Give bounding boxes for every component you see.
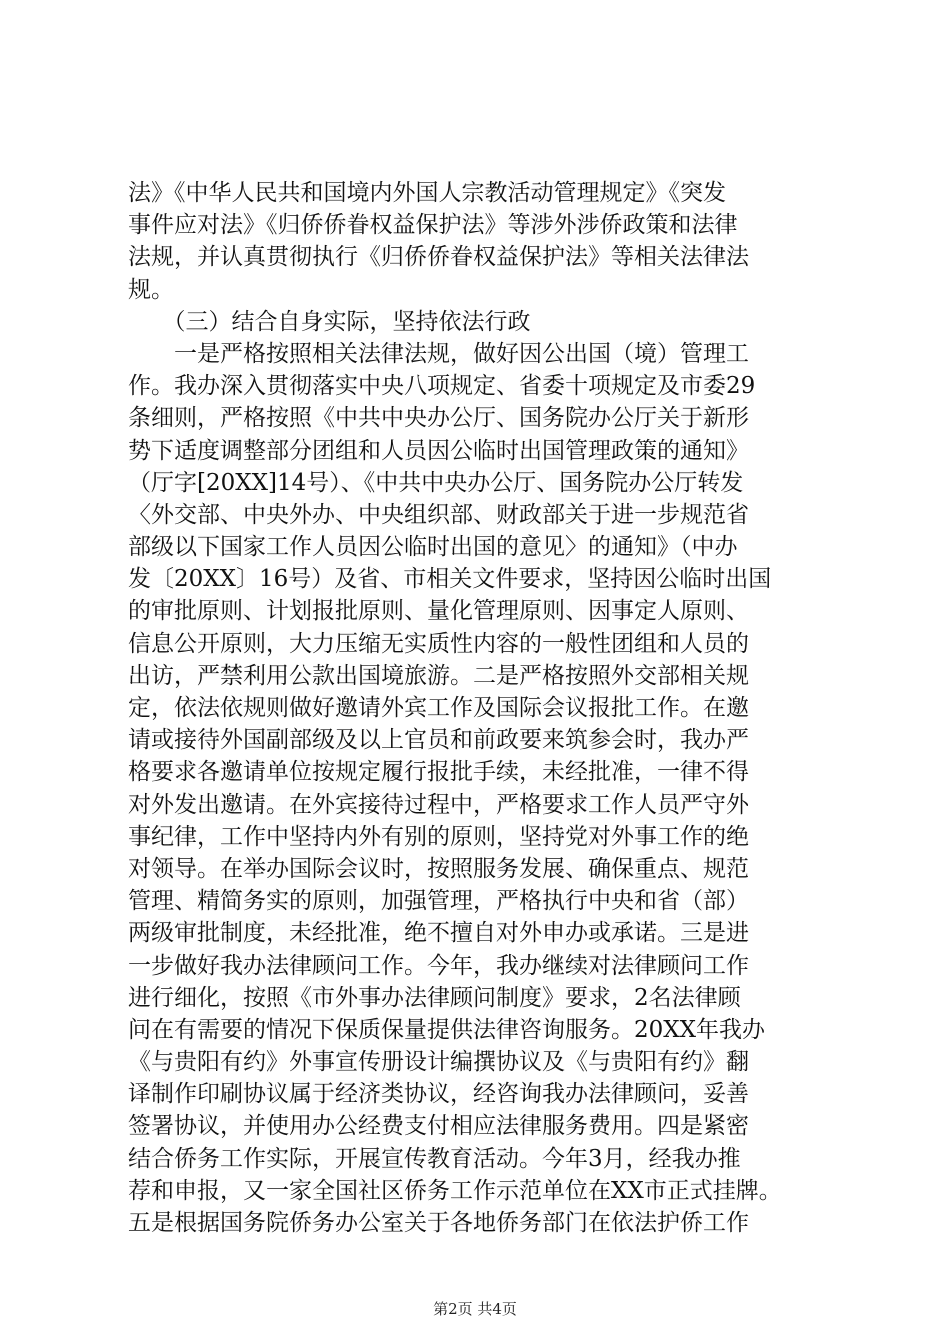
text-line: 译制作印刷协议属于经济类协议，经咨询我办法律顾问，妥善	[128, 1081, 749, 1108]
text-line: 定，依法依规则做好邀请外宾工作及国际会议报批工作。在邀	[128, 695, 749, 721]
text-line: 规。	[128, 276, 174, 303]
text-line: 对外发出邀请。在外宾接待过程中，严格要求工作人员严守外	[128, 791, 749, 818]
text-line: 一是严格按照相关法律法规，做好因公出国（境）管理工	[128, 340, 749, 367]
text-line: 一步做好我办法律顾问工作。今年，我办继续对法律顾问工作	[128, 952, 749, 979]
page-number-footer: 第2页 共4页	[433, 1300, 517, 1318]
text-line: 的审批原则、计划报批原则、量化管理原则、因事定人原则、	[128, 598, 749, 625]
text-line: 格要求各邀请单位按规定履行报批手续，未经批准，一律不得	[128, 759, 749, 786]
text-line: 荐和申报，又一家全国社区侨务工作示范单位在XX市正式挂牌。	[128, 1177, 782, 1204]
text-line: （厅字[20XX]14号）、《中共中央办公厅、国务院办公厅转发	[128, 469, 744, 496]
text-line: 部级以下国家工作人员因公临时出国的意见〉的通知》（中办	[128, 534, 738, 561]
text-line: 势下适度调整部分团组和人员因公临时出国管理政策的通知》	[128, 437, 749, 464]
text-line: 五是根据国务院侨务办公室关于各地侨务部门在依法护侨工作	[128, 1210, 749, 1236]
text-line: 事纪律，工作中坚持内外有别的原则，坚持党对外事工作的绝	[128, 823, 749, 850]
text-line: 对领导。在举办国际会议时，按照服务发展、确保重点、规范	[128, 855, 749, 882]
body-text	[128, 177, 828, 1239]
text-line: 法》《中华人民共和国境内外国人宗教活动管理规定》《突发	[128, 180, 726, 206]
text-line: 结合侨务工作实际，开展宣传教育活动。今年3月，经我办推	[128, 1145, 741, 1172]
text-line: 进行细化，按照《市外事办法律顾问制度》要求，2名法律顾	[128, 984, 741, 1011]
text-line: 问在有需要的情况下保质保量提供法律咨询服务。20XX年我办	[128, 1016, 766, 1043]
text-line: 事件应对法》《归侨侨眷权益保护法》等涉外涉侨政策和法律	[128, 212, 738, 239]
text-line: 条细则，严格按照《中共中央办公厅、国务院办公厅关于新形	[128, 405, 749, 432]
text-line: 两级审批制度，未经批准，绝不擅自对外申办或承诺。三是进	[128, 920, 749, 947]
text-line: 签署协议，并使用办公经费支付相应法律服务费用。四是紧密	[128, 1113, 749, 1140]
text-line: 发〔20XX〕16号）及省、市相关文件要求，坚持因公临时出国	[128, 566, 772, 593]
text-line: 信息公开原则，大力压缩无实质性内容的一般性团组和人员的	[128, 630, 749, 657]
section-heading: （三）结合自身实际，坚持依法行政	[128, 308, 531, 335]
text-line: 请或接待外国副部级及以上官员和前政要来筑参会时，我办严	[128, 727, 749, 754]
text-line: 作。我办深入贯彻落实中央八项规定、省委十项规定及市委29	[128, 373, 756, 400]
text-line: 《与贵阳有约》外事宣传册设计编撰协议及《与贵阳有约》翻	[128, 1049, 749, 1076]
text-line: 法规，并认真贯彻执行《归侨侨眷权益保护法》等相关法律法	[128, 244, 749, 271]
text-line: 〈外交部、中央外办、中央组织部、财政部关于进一步规范省	[128, 501, 749, 528]
text-line: 管理、精简务实的原则，加强管理，严格执行中央和省（部）	[128, 888, 749, 915]
text-line: 出访，严禁利用公款出国境旅游。二是严格按照外交部相关规	[128, 662, 749, 689]
